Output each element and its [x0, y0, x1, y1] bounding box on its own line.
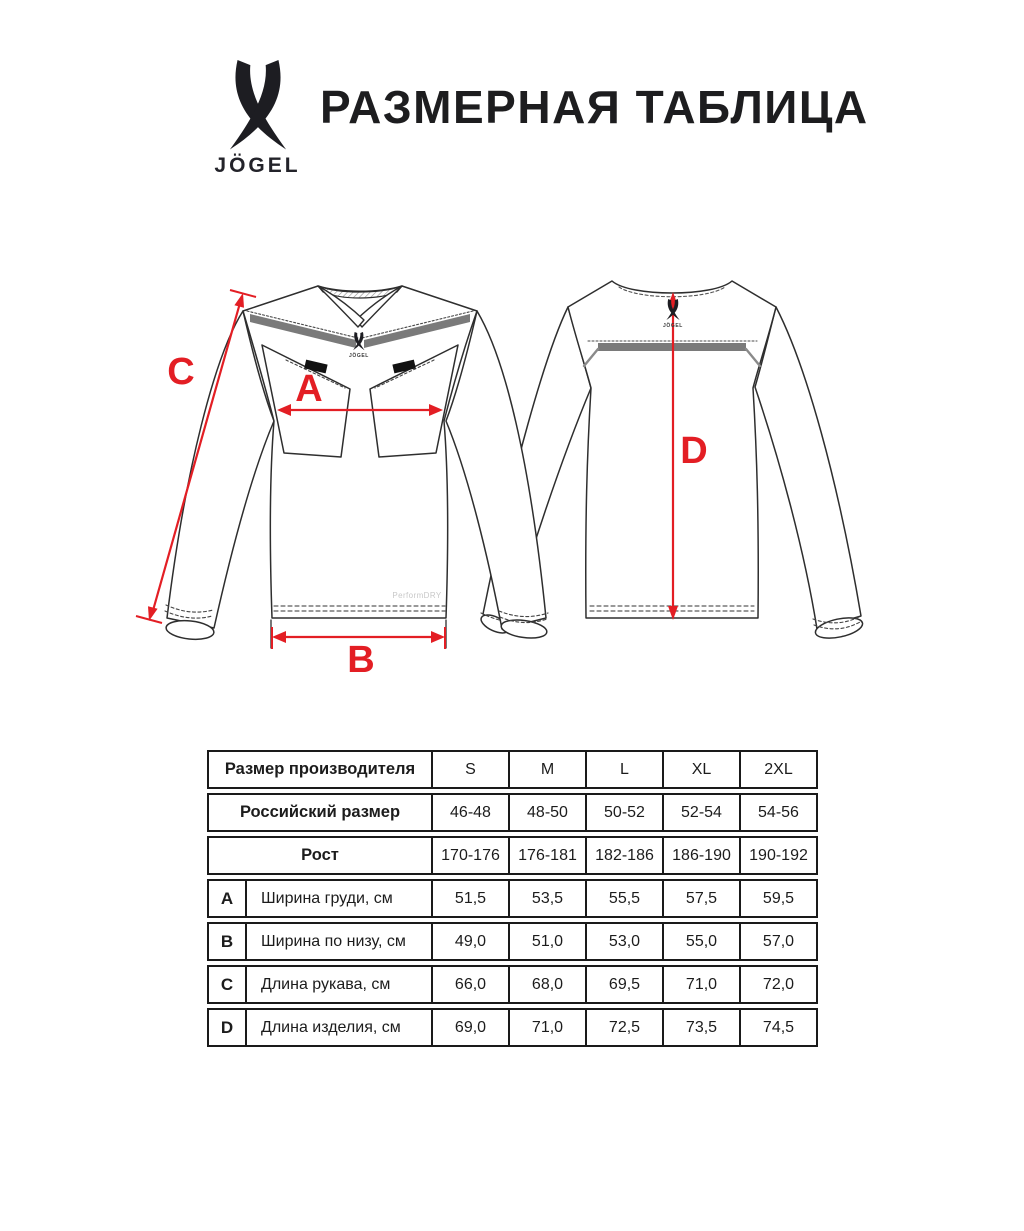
table-row-sleeve-length [207, 965, 818, 1004]
value-cell: 46-48 [433, 793, 510, 832]
table-row-bottom-width [207, 922, 818, 961]
label-a: A [295, 368, 323, 410]
value-cell: 73,5 [664, 1008, 741, 1047]
letter-cell: B [207, 922, 247, 961]
value-cell: 51,0 [510, 922, 587, 961]
jogel-logo-icon [212, 60, 304, 152]
label-b: B [347, 639, 375, 681]
value-cell: 52-54 [664, 793, 741, 832]
value-cell: 57,5 [664, 879, 741, 918]
brand-wordmark: JÖGEL [214, 154, 301, 177]
front-logo-text: JÖGEL [349, 353, 369, 359]
table-row-manufacturer-size [207, 750, 818, 789]
row-label: Ширина по низу, см [247, 922, 433, 961]
arrow-head-left [272, 631, 286, 643]
value-cell: 176-181 [510, 836, 587, 875]
value-cell: 50-52 [587, 793, 664, 832]
letter-cell: A [207, 879, 247, 918]
letter-cell: D [207, 1008, 247, 1047]
page-title: РАЗМЕРНАЯ ТАБЛИЦА [320, 81, 869, 133]
size-table [207, 746, 818, 1051]
row-label: Рост [207, 836, 433, 875]
value-cell: 57,0 [741, 922, 818, 961]
brand-logo [200, 60, 315, 178]
label-c: C [167, 351, 195, 393]
value-cell: 186-190 [664, 836, 741, 875]
size-cell: XL [664, 750, 741, 789]
label-d: D [680, 430, 708, 472]
value-cell: 59,5 [741, 879, 818, 918]
table-row-chest-width [207, 879, 818, 918]
value-cell: 48-50 [510, 793, 587, 832]
table-row-height [207, 836, 818, 875]
measure-arrow-b [272, 627, 445, 681]
value-cell: 71,0 [664, 965, 741, 1004]
value-cell: 190-192 [741, 836, 818, 875]
back-right-sleeve [755, 307, 861, 629]
value-cell: 49,0 [433, 922, 510, 961]
value-cell: 55,5 [587, 879, 664, 918]
size-cell: M [510, 750, 587, 789]
value-cell: 68,0 [510, 965, 587, 1004]
arrow-head-top [234, 293, 244, 308]
fabric-watermark: PerformDRY [392, 591, 442, 600]
row-label: Длина изделия, см [247, 1008, 433, 1047]
size-cell: L [587, 750, 664, 789]
row-label: Размер производителя [207, 750, 433, 789]
value-cell: 182-186 [587, 836, 664, 875]
value-cell: 69,5 [587, 965, 664, 1004]
value-cell: 53,0 [587, 922, 664, 961]
value-cell: 55,0 [664, 922, 741, 961]
value-cell: 51,5 [433, 879, 510, 918]
value-cell: 72,5 [587, 1008, 664, 1047]
value-cell: 53,5 [510, 879, 587, 918]
table-row-item-length [207, 1008, 818, 1047]
size-cell: S [433, 750, 510, 789]
letter-cell: C [207, 965, 247, 1004]
value-cell: 69,0 [433, 1008, 510, 1047]
row-label: Ширина груди, см [247, 879, 433, 918]
size-cell: 2XL [741, 750, 818, 789]
table-row-russian-size [207, 793, 818, 832]
garment-diagram [0, 255, 1024, 695]
value-cell: 54-56 [741, 793, 818, 832]
arrow-head-right [431, 631, 445, 643]
value-cell: 71,0 [510, 1008, 587, 1047]
front-body [243, 286, 477, 618]
value-cell: 66,0 [433, 965, 510, 1004]
value-cell: 72,0 [741, 965, 818, 1004]
back-logo-text: JÖGEL [663, 323, 683, 329]
value-cell: 74,5 [741, 1008, 818, 1047]
value-cell: 170-176 [433, 836, 510, 875]
row-label: Российский размер [207, 793, 433, 832]
row-label: Длина рукава, см [247, 965, 433, 1004]
